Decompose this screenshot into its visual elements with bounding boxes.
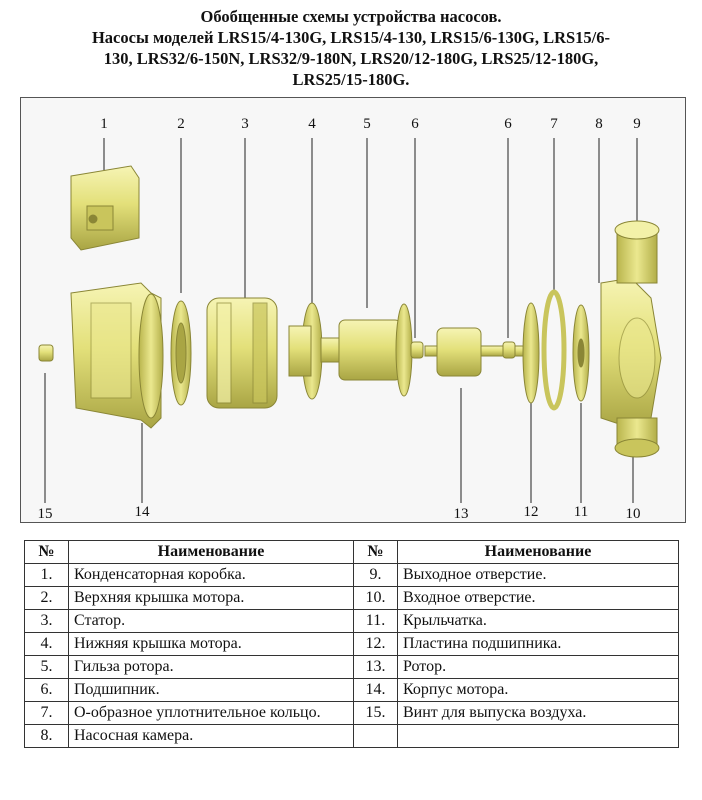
row-name: Гильза ротора. <box>69 656 354 679</box>
row-name: Корпус мотора. <box>398 679 679 702</box>
bearing-right-part <box>503 342 515 358</box>
bearing-plate-part <box>523 303 539 403</box>
title-line-1: Обобщенные схемы устройства насосов. <box>200 7 502 26</box>
callout-4: 4 <box>308 116 316 132</box>
diagram-svg <box>21 98 686 523</box>
row-name: Пластина подшипника. <box>398 633 679 656</box>
callout-3: 3 <box>241 116 249 132</box>
row-number: 11. <box>354 610 398 633</box>
air-release-screw-part <box>39 345 53 361</box>
rotor-part <box>425 328 535 376</box>
header-name-left: Наименование <box>69 541 354 564</box>
row-number: 5. <box>25 656 69 679</box>
row-name: Входное отверстие. <box>398 587 679 610</box>
capacitor-box-part <box>71 166 139 250</box>
table-row <box>25 587 679 610</box>
table-row <box>25 725 679 748</box>
table-row <box>25 702 679 725</box>
motor-housing-part <box>71 283 163 428</box>
row-name: Ротор. <box>398 656 679 679</box>
o-ring-part <box>544 292 564 408</box>
callout-14: 14 <box>134 504 150 520</box>
exploded-pump-diagram <box>20 97 686 523</box>
header-name-right: Наименование <box>398 541 679 564</box>
row-name: Винт для выпуска воздуха. <box>398 702 679 725</box>
callout-9: 9 <box>633 116 641 132</box>
row-name: Конденсаторная коробка. <box>69 564 354 587</box>
row-number: 12. <box>354 633 398 656</box>
callout-5: 5 <box>363 116 371 132</box>
callout-6a: 6 <box>411 116 419 132</box>
row-name: Подшипник. <box>69 679 354 702</box>
table-row <box>25 679 679 702</box>
row-name: О-образное уплотнительное кольцо. <box>69 702 354 725</box>
row-name <box>398 725 679 748</box>
title-line-2: Насосы моделей LRS15/4-130G, LRS15/4-130, LRS15/6-130G, LRS15/6- <box>91 28 611 47</box>
callout-12: 12 <box>523 504 539 520</box>
parts-table <box>24 540 679 748</box>
row-number: 3. <box>25 610 69 633</box>
row-number: 13. <box>354 656 398 679</box>
row-number: 7. <box>25 702 69 725</box>
lower-cover-part <box>289 303 322 399</box>
impeller-part <box>573 305 589 401</box>
callout-10: 10 <box>625 506 641 522</box>
title-line-4: LRS25/15-180G. <box>292 70 410 89</box>
row-name: Статор. <box>69 610 354 633</box>
table-row <box>25 633 679 656</box>
row-name: Насосная камера. <box>69 725 354 748</box>
callout-15: 15 <box>37 506 53 522</box>
row-number: 15. <box>354 702 398 725</box>
stator-part <box>207 298 277 408</box>
table-row <box>25 656 679 679</box>
callout-7: 7 <box>550 116 558 132</box>
row-number: 9. <box>354 564 398 587</box>
callout-2: 2 <box>177 116 185 132</box>
row-number: 8. <box>25 725 69 748</box>
header-number-right: № <box>354 541 398 564</box>
row-number: 14. <box>354 679 398 702</box>
callout-8: 8 <box>595 116 603 132</box>
upper-cover-part <box>171 301 191 405</box>
header-number-left: № <box>25 541 69 564</box>
row-number: 4. <box>25 633 69 656</box>
callout-1: 1 <box>100 116 108 132</box>
row-number: 10. <box>354 587 398 610</box>
row-name: Нижняя крышка мотора. <box>69 633 354 656</box>
row-number: 2. <box>25 587 69 610</box>
bearing-left-part <box>411 342 423 358</box>
callout-6b: 6 <box>504 116 512 132</box>
table-row <box>25 564 679 587</box>
rotor-sleeve-part <box>321 304 412 396</box>
callout-11: 11 <box>573 504 589 520</box>
row-number: 6. <box>25 679 69 702</box>
pump-chamber-part <box>601 221 661 457</box>
table-row <box>25 610 679 633</box>
title-line-3: 130, LRS32/6-150N, LRS32/9-180N, LRS20/12-180G, LRS25/12-180G, <box>103 49 599 68</box>
row-name: Верхняя крышка мотора. <box>69 587 354 610</box>
row-name: Выходное отверстие. <box>398 564 679 587</box>
row-number: 1. <box>25 564 69 587</box>
row-name: Крыльчатка. <box>398 610 679 633</box>
callout-13: 13 <box>453 506 469 522</box>
row-number <box>354 725 398 748</box>
page-title <box>0 6 702 90</box>
table-header-row <box>25 541 679 564</box>
